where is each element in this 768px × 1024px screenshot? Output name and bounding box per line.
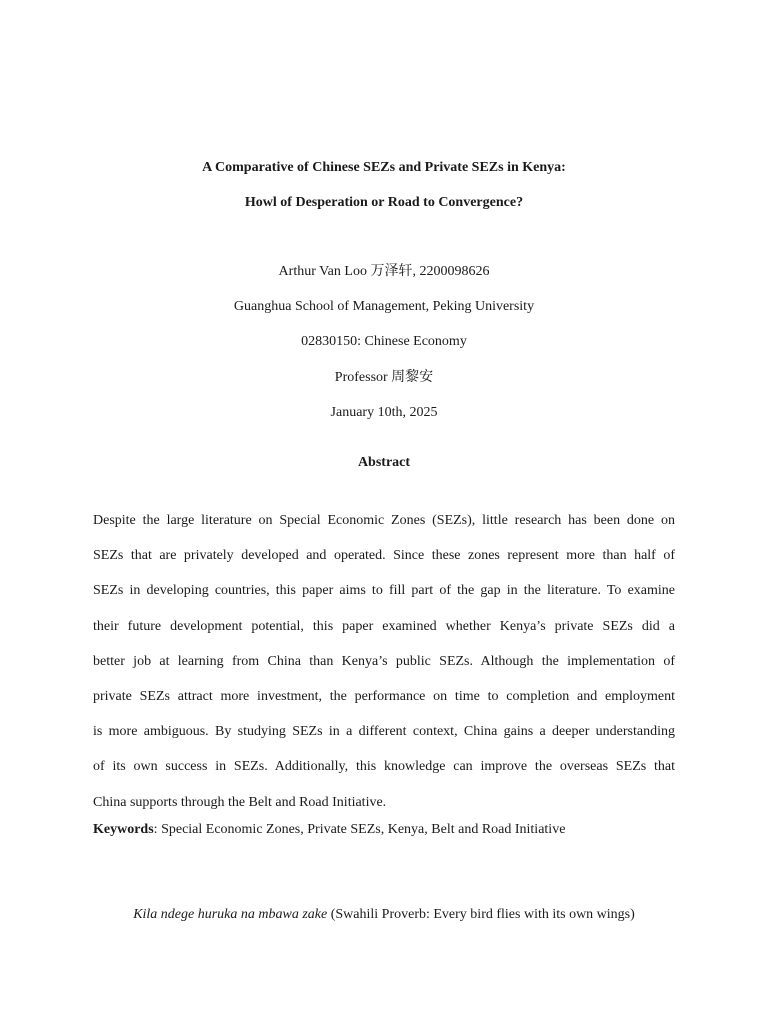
keywords-separator: : (153, 822, 158, 837)
author-name: Arthur Van Loo 万泽轩, 2200098626 (278, 264, 490, 279)
abstract-line: private SEZs attract more investment, the performance on time to completion and employment (93, 688, 675, 704)
abstract-line: Despite the large literature on Special Economic Zones (SEZs), little research has been done on (93, 513, 675, 528)
course-name: 02830150: Chinese Economy (301, 334, 467, 349)
proverb-translation: (Swahili Proverb: Every bird flies with its own wings) (327, 907, 635, 922)
abstract-line: their future development potential, this paper examined whether Kenya’s private SEZs did a (93, 618, 675, 634)
abstract-line: SEZs in developing countries, this paper aims to fill part of the gap in the literature. To examine (93, 583, 675, 599)
abstract-body (93, 503, 675, 820)
keywords-label: Keywords (93, 822, 154, 837)
paper-title-line-1: A Comparative of Chinese SEZs and Private SEZs in Kenya: (202, 160, 566, 175)
keywords-text: Special Economic Zones, Private SEZs, Kenya, Belt and Road Initiative (157, 822, 566, 837)
submission-date: January 10th, 2025 (330, 405, 438, 420)
author-affiliation: Guanghua School of Management, Peking University (233, 299, 535, 314)
keywords (93, 820, 693, 840)
epigraph-proverb (0, 905, 768, 925)
abstract-line: of its own success in SEZs. Additionally, this knowledge can improve the overseas SEZs that (93, 759, 675, 775)
abstract-line: China supports through the Belt and Road Initiative. (93, 794, 387, 810)
paper-title-line-2: Howl of Desperation or Road to Convergence? (244, 195, 524, 210)
abstract-heading: Abstract (357, 455, 411, 470)
proverb-swahili: Kila ndege huruka na mbawa zake (133, 907, 328, 922)
abstract-line: better job at learning from China than Kenya’s public SEZs. Although the implementation of (93, 653, 675, 669)
abstract-line: is more ambiguous. By studying SEZs in a different context, China gains a deeper understanding (93, 724, 675, 740)
abstract-line: SEZs that are privately developed and operated. Since these zones represent more than half of (93, 548, 675, 564)
professor-name: Professor 周黎安 (334, 370, 434, 385)
